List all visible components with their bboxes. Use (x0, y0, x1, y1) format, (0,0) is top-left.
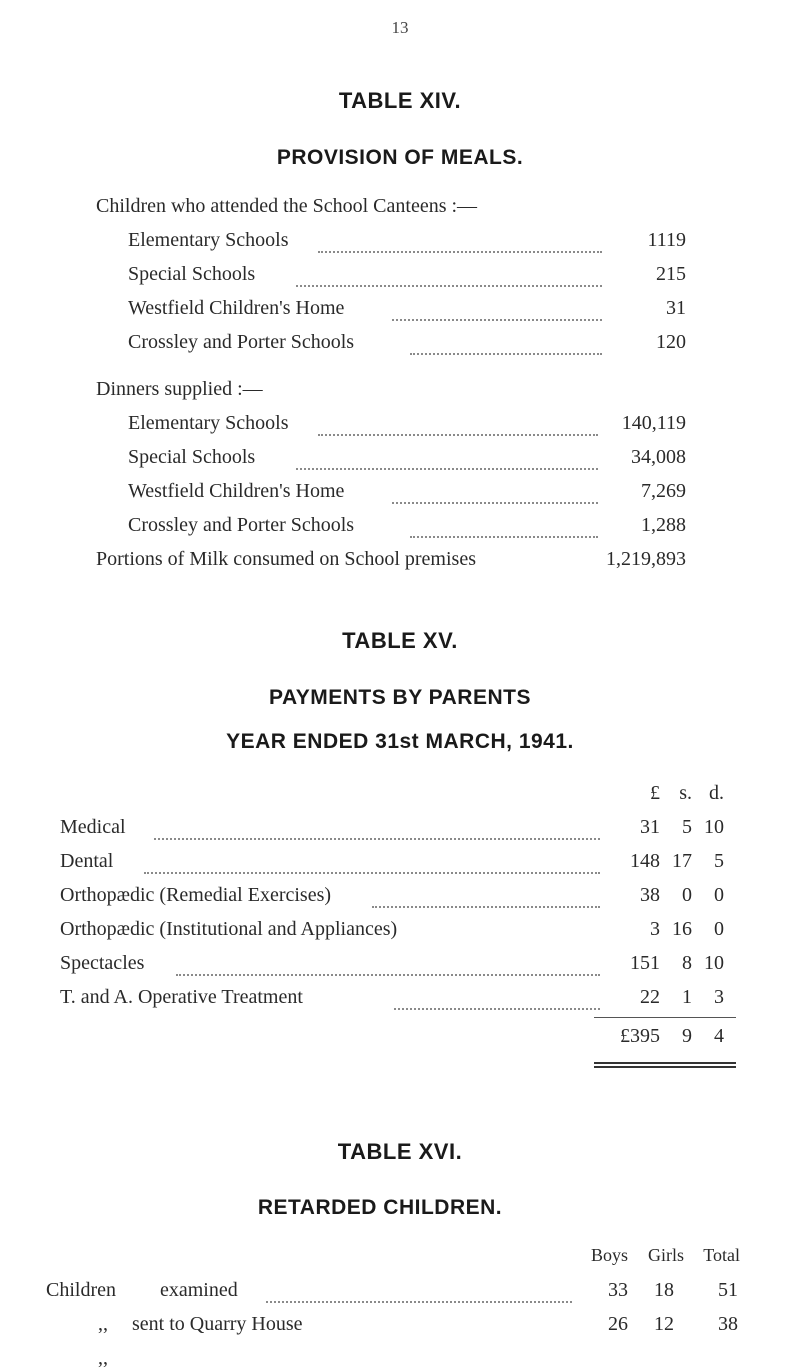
payment-pence: 5 (714, 850, 724, 872)
table-xvi-title: TABLE XVI. (337, 1139, 463, 1164)
payment-shillings: 17 (672, 850, 692, 872)
total-shillings: 9 (682, 1025, 692, 1047)
milk-value: 1,219,893 (606, 548, 686, 570)
payment-pounds: 151 (630, 952, 660, 974)
leader-dots (144, 872, 600, 874)
total-rule (594, 1017, 736, 1018)
payment-shillings: 1 (682, 986, 692, 1008)
leader-dots (318, 434, 598, 436)
payment-label: T. and A. Operative Treatment (60, 986, 303, 1008)
girls-value: 18 (654, 1279, 674, 1301)
dinner-label: Special Schools (128, 446, 256, 468)
row-label: sent to Quarry House (132, 1313, 303, 1335)
canteen-value: 120 (656, 331, 686, 353)
payment-pence: 0 (714, 918, 724, 940)
row-label: examined (160, 1279, 238, 1301)
payment-shillings: 5 (682, 816, 692, 838)
payment-pounds: 38 (640, 884, 660, 906)
leader-dots (410, 536, 598, 538)
payment-pence: 10 (704, 952, 724, 974)
dinner-value: 34,008 (631, 446, 686, 468)
table-xv-title: TABLE XV. (342, 628, 458, 653)
total-double-rule (594, 1066, 736, 1068)
leader-dots (266, 1301, 572, 1303)
table-xv-subtitle: PAYMENTS BY PARENTS (269, 686, 531, 709)
dinner-value: 140,119 (621, 412, 686, 434)
payment-pounds: 148 (630, 850, 660, 872)
payment-label: Dental (60, 850, 114, 872)
payment-pence: 10 (704, 816, 724, 838)
payment-label: Spectacles (60, 952, 145, 974)
total-value: 51 (718, 1279, 738, 1301)
canteen-label: Westfield Children's Home (128, 297, 345, 319)
dinners-heading: Dinners supplied :— (96, 378, 263, 400)
payment-shillings: 0 (682, 884, 692, 906)
canteen-label: Special Schools (128, 263, 256, 285)
payment-label: Orthopædic (Institutional and Appliances) (60, 918, 398, 940)
header-girls: Girls (648, 1245, 684, 1265)
payment-label: Orthopædic (Remedial Exercises) (60, 884, 332, 906)
payment-shillings: 16 (672, 918, 692, 940)
payment-pounds: 3 (650, 918, 660, 940)
header-shillings: s. (679, 782, 692, 804)
leader-dots (296, 468, 598, 470)
canteen-value: 1119 (647, 229, 686, 251)
table-xvi-subtitle: RETARDED CHILDREN. (257, 1196, 503, 1219)
row-prefix: Children (46, 1279, 116, 1301)
header-total: Total (703, 1245, 740, 1265)
header-pence: d. (709, 782, 724, 804)
leader-dots (410, 353, 602, 355)
girls-value: 12 (654, 1313, 674, 1335)
page-number: 13 (391, 18, 409, 37)
total-value: 38 (718, 1313, 738, 1335)
leader-dots (372, 906, 600, 908)
header-boys: Boys (590, 1245, 628, 1265)
payment-pounds: 22 (640, 986, 660, 1008)
total-pounds: £395 (620, 1025, 660, 1047)
leader-dots (392, 319, 602, 321)
canteen-label: Elementary Schools (128, 229, 289, 251)
total-pence: 4 (714, 1025, 724, 1047)
dinner-label: Elementary Schools (128, 412, 289, 434)
canteen-label: Crossley and Porter Schools (128, 331, 355, 353)
milk-label: Portions of Milk consumed on School premises (96, 548, 476, 570)
payment-label: Medical (60, 816, 126, 838)
leader-dots (176, 974, 600, 976)
dinner-label: Crossley and Porter Schools (128, 514, 355, 536)
table-xv-year: YEAR ENDED 31st MARCH, 1941. (226, 730, 574, 753)
row-prefix: ,, (98, 1347, 108, 1369)
total-double-rule (594, 1062, 736, 1064)
payment-shillings: 8 (682, 952, 692, 974)
table-xiv-title: TABLE XIV. (338, 88, 462, 113)
header-pounds: £ (650, 782, 660, 804)
dinner-value: 7,269 (641, 480, 686, 502)
dinner-label: Westfield Children's Home (128, 480, 345, 502)
dinner-value: 1,288 (641, 514, 686, 536)
leader-dots (296, 285, 602, 287)
leader-dots (318, 251, 602, 253)
leader-dots (394, 1008, 600, 1010)
row-prefix: ,, (98, 1313, 108, 1335)
payment-pence: 3 (714, 986, 724, 1008)
leader-dots (392, 502, 598, 504)
canteens-heading: Children who attended the School Canteens :— (96, 195, 478, 217)
canteen-value: 215 (656, 263, 686, 285)
payment-pounds: 31 (640, 816, 660, 838)
payment-pence: 0 (714, 884, 724, 906)
canteen-value: 31 (666, 297, 686, 319)
leader-dots (154, 838, 600, 840)
boys-value: 33 (608, 1279, 628, 1301)
boys-value: 26 (608, 1313, 628, 1335)
table-xiv-subtitle: PROVISION OF MEALS. (276, 146, 524, 169)
